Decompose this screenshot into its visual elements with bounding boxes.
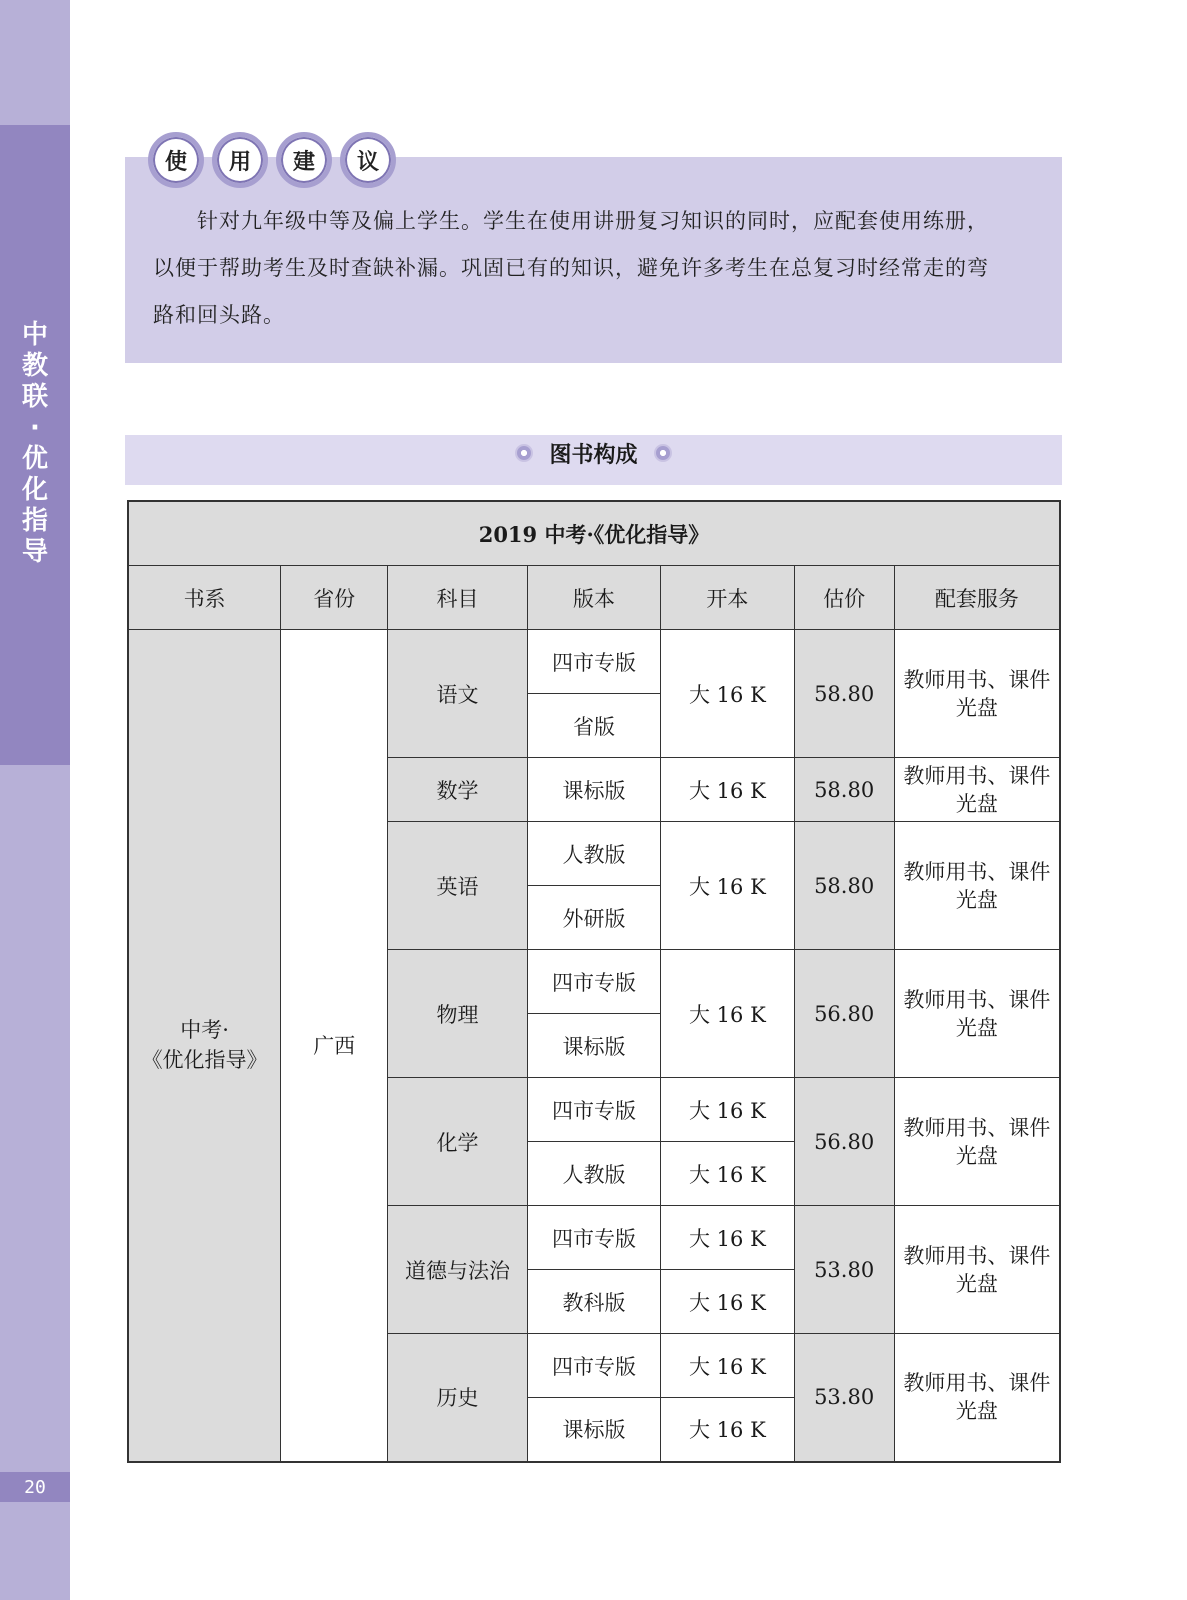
format-cell: 大 16 K bbox=[661, 822, 794, 950]
table-header: 配套服务 bbox=[894, 566, 1060, 630]
page-number: 20 bbox=[0, 1472, 70, 1502]
service-cell: 教师用书、课件光盘 bbox=[894, 630, 1060, 758]
bullet-dot-icon bbox=[515, 444, 533, 462]
subject-cell: 历史 bbox=[388, 1334, 527, 1462]
version-cell: 四市专版 bbox=[527, 1078, 660, 1142]
heading-char: 议 bbox=[340, 132, 396, 188]
format-cell: 大 16 K bbox=[661, 950, 794, 1078]
table-caption: 2019 中考·《优化指导》 bbox=[128, 501, 1060, 566]
subject-cell: 物理 bbox=[388, 950, 527, 1078]
heading-char: 使 bbox=[148, 132, 204, 188]
sidebar-title-char: 教 bbox=[21, 351, 48, 381]
sidebar-title-char: 中 bbox=[21, 320, 48, 350]
province-cell: 广西 bbox=[281, 630, 388, 1462]
table-header: 省份 bbox=[281, 566, 388, 630]
series-cell bbox=[128, 630, 281, 1462]
sidebar-title-char: · bbox=[30, 413, 40, 443]
table-header: 书系 bbox=[128, 566, 281, 630]
price-cell: 53.80 bbox=[794, 1206, 894, 1334]
version-cell: 人教版 bbox=[527, 822, 660, 886]
price-cell: 56.80 bbox=[794, 950, 894, 1078]
usage-line: 路和回头路。 bbox=[153, 303, 285, 327]
format-cell: 大 16 K bbox=[661, 630, 794, 758]
heading-char: 用 bbox=[212, 132, 268, 188]
version-cell: 四市专版 bbox=[527, 630, 660, 694]
version-cell: 省版 bbox=[527, 694, 660, 758]
version-cell: 四市专版 bbox=[527, 1206, 660, 1270]
format-cell: 大 16 K bbox=[661, 1270, 794, 1334]
sidebar-title-char: 联 bbox=[21, 382, 48, 412]
service-cell: 教师用书、课件光盘 bbox=[894, 1334, 1060, 1462]
format-cell: 大 16 K bbox=[661, 1142, 794, 1206]
table-header: 估价 bbox=[794, 566, 894, 630]
format-cell: 大 16 K bbox=[661, 1206, 794, 1270]
version-cell: 课标版 bbox=[527, 1398, 660, 1462]
section-banner bbox=[125, 435, 1062, 485]
subject-cell: 化学 bbox=[388, 1078, 527, 1206]
table-header: 科目 bbox=[388, 566, 527, 630]
usage-line: 针对九年级中等及偏上学生。学生在使用讲册复习知识的同时，应配套使用练册， bbox=[197, 209, 989, 233]
service-cell: 教师用书、课件光盘 bbox=[894, 950, 1060, 1078]
price-cell: 53.80 bbox=[794, 1334, 894, 1462]
version-cell: 四市专版 bbox=[527, 950, 660, 1014]
sidebar-title bbox=[0, 320, 70, 568]
sidebar-title-char: 优 bbox=[21, 444, 48, 474]
series-line: 中考· bbox=[180, 1018, 229, 1043]
service-cell: 教师用书、课件光盘 bbox=[894, 822, 1060, 950]
usage-paragraph bbox=[153, 198, 1043, 339]
format-cell: 大 16 K bbox=[661, 1078, 794, 1142]
version-cell: 课标版 bbox=[527, 758, 660, 822]
bullet-dot-icon bbox=[654, 444, 672, 462]
table-header: 版本 bbox=[527, 566, 660, 630]
usage-line: 以便于帮助考生及时查缺补漏。巩固已有的知识，避免许多考生在总复习时经常走的弯 bbox=[153, 256, 989, 280]
book-table bbox=[127, 500, 1061, 1463]
price-cell: 58.80 bbox=[794, 822, 894, 950]
subject-cell: 语文 bbox=[388, 630, 527, 758]
version-cell: 教科版 bbox=[527, 1270, 660, 1334]
series-line: 《优化指导》 bbox=[141, 1048, 268, 1073]
price-cell: 56.80 bbox=[794, 1078, 894, 1206]
service-cell: 教师用书、课件光盘 bbox=[894, 1078, 1060, 1206]
subject-cell: 数学 bbox=[388, 758, 527, 822]
format-cell: 大 16 K bbox=[661, 758, 794, 822]
version-cell: 外研版 bbox=[527, 886, 660, 950]
version-cell: 四市专版 bbox=[527, 1334, 660, 1398]
price-cell: 58.80 bbox=[794, 758, 894, 822]
subject-cell: 道德与法治 bbox=[388, 1206, 527, 1334]
version-cell: 人教版 bbox=[527, 1142, 660, 1206]
usage-heading bbox=[148, 132, 396, 188]
version-cell: 课标版 bbox=[527, 1014, 660, 1078]
section-title: 图书构成 bbox=[549, 442, 638, 468]
price-cell: 58.80 bbox=[794, 630, 894, 758]
format-cell: 大 16 K bbox=[661, 1334, 794, 1398]
sidebar-title-char: 化 bbox=[21, 475, 48, 505]
format-cell: 大 16 K bbox=[661, 1398, 794, 1462]
service-cell: 教师用书、课件光盘 bbox=[894, 1206, 1060, 1334]
sidebar-title-char: 导 bbox=[21, 537, 48, 567]
heading-char: 建 bbox=[276, 132, 332, 188]
sidebar-title-char: 指 bbox=[21, 506, 48, 536]
table-header: 开本 bbox=[661, 566, 794, 630]
subject-cell: 英语 bbox=[388, 822, 527, 950]
service-cell: 教师用书、课件光盘 bbox=[894, 758, 1060, 822]
